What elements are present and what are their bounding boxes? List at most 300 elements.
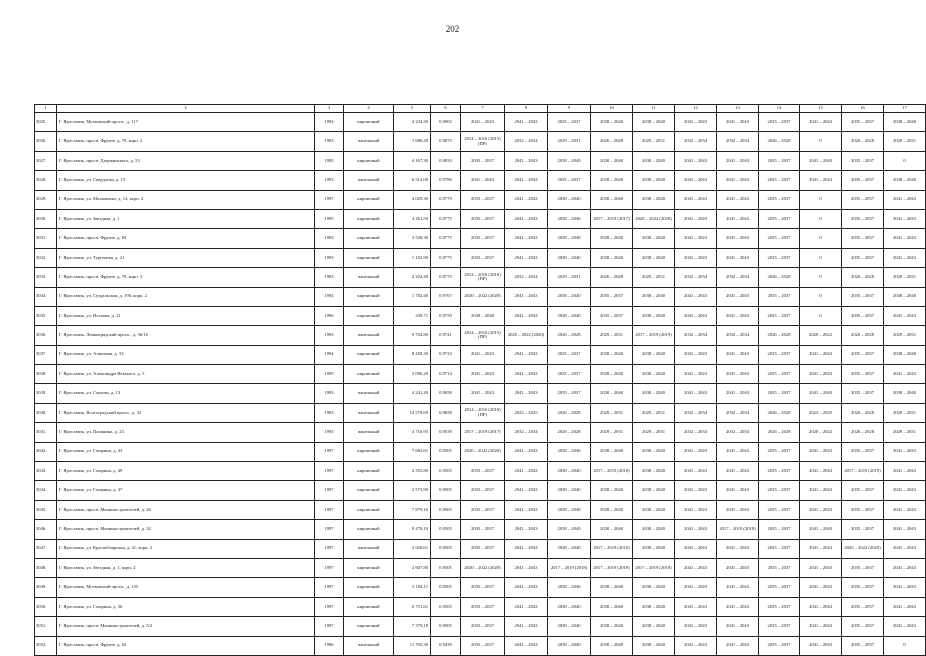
table-cell: 2038 – 2040 [548, 248, 591, 267]
table-cell: 2041 – 2043 [675, 306, 717, 325]
table-cell: 1994 [315, 345, 344, 364]
table-cell: 0 [800, 229, 842, 248]
table-cell: 2041 – 2043 [884, 539, 926, 558]
table-cell: Г. Ярославль, просп. Машиностроителей, д. 5/2 [57, 617, 315, 636]
table-cell: 2026 – 2028 [759, 132, 800, 151]
table-cell: 2041 – 2043 [675, 462, 717, 481]
table-cell: 2038 – 2040 [548, 442, 591, 461]
table-cell: 1996 [315, 636, 344, 655]
table-cell: 2017 – 2019 (2017) [591, 209, 633, 228]
table-cell: 2038 – 2040 [591, 636, 633, 655]
table-cell: 2041 – 2043 [675, 520, 717, 539]
table-cell: 2038 – 2040 [548, 481, 591, 500]
table-cell: 7 879,16 [394, 500, 431, 519]
table-cell: 2035 – 2037 [461, 636, 505, 655]
table-cell: 2035 – 2037 [759, 248, 800, 267]
table-cell: 3034. [35, 287, 57, 306]
table-cell: 2041 – 2043 [675, 365, 717, 384]
table-row [35, 209, 926, 228]
table-cell: 2035 – 2037 [461, 481, 505, 500]
table-cell: 2041 – 2043 [800, 151, 842, 170]
table-cell: 2017 – 2019 (2018) [717, 520, 759, 539]
table-cell: 2029 – 2031 [884, 268, 926, 287]
table-cell: 1993 [315, 171, 344, 190]
table-cell: 2038 – 2040 [548, 209, 591, 228]
table-cell: 0,9505 [431, 462, 461, 481]
table-cell: 2041 – 2043 [675, 209, 717, 228]
table-row [35, 384, 926, 403]
table-cell: 2038 – 2040 [633, 287, 675, 306]
table-cell: 2041 – 2043 [800, 597, 842, 616]
table-cell: кирпичный [344, 481, 394, 500]
column-number-14: 14 [759, 105, 800, 113]
table-cell: 2041 – 2043 [800, 500, 842, 519]
table-cell: 2032 – 2034 [717, 423, 759, 442]
table-cell: Г. Ярославль, ул. Саукова, д. 13 [57, 384, 315, 403]
table-cell: 2035 – 2037 [759, 462, 800, 481]
column-number-17: 17 [884, 105, 926, 113]
table-cell: 2035 – 2037 [842, 113, 884, 132]
table-cell: 2041 – 2043 [505, 209, 548, 228]
table-cell: 3035. [35, 306, 57, 325]
table-cell: 0 [800, 306, 842, 325]
table-cell: 2017 – 2019 (2017) [461, 423, 505, 442]
table-cell: 2038 – 2040 [633, 365, 675, 384]
table-cell: Г. Ярославль, ул. Гагарина, д. 36 [57, 597, 315, 616]
table-cell: 2041 – 2043 [800, 636, 842, 655]
table-cell: 2017 – 2019 (2018) [548, 558, 591, 577]
table-cell: 1997 [315, 539, 344, 558]
table-cell: 2 573,90 [394, 481, 431, 500]
table-row [35, 500, 926, 519]
table-cell: 2041 – 2043 [505, 287, 548, 306]
table-cell: 2023 – 2025 [800, 403, 842, 422]
table-cell: 0,9779 [431, 190, 461, 209]
table-cell: 3 528,30 [394, 229, 431, 248]
table-cell: 0,9505 [431, 539, 461, 558]
table-cell: 2038 – 2040 [548, 306, 591, 325]
table-cell: 1993 [315, 326, 344, 345]
table-cell: 1993 [315, 384, 344, 403]
table-cell: 2041 – 2043 [505, 306, 548, 325]
table-cell: 2041 – 2043 [505, 597, 548, 616]
table-cell: 2038 – 2040 [633, 597, 675, 616]
table-cell: 1996 [315, 306, 344, 325]
table-cell: 2035 – 2037 [759, 617, 800, 636]
table-cell: 0,9786 [431, 171, 461, 190]
table-cell: 2038 – 2040 [548, 151, 591, 170]
table-cell: 3025. [35, 113, 57, 132]
table-cell: 2026 – 2028 [842, 132, 884, 151]
table-cell: 0 [800, 209, 842, 228]
table-cell: 2041 – 2043 [461, 171, 505, 190]
table-cell: 1 782,40 [394, 287, 431, 306]
table-cell: 8 458,30 [394, 345, 431, 364]
table-cell: 3039. [35, 384, 57, 403]
table-cell: 2041 – 2043 [505, 248, 548, 267]
table-cell: 2035 – 2037 [759, 287, 800, 306]
table-cell: 2026 – 2028 [548, 423, 591, 442]
column-number-13: 13 [717, 105, 759, 113]
table-cell: 2041 – 2043 [505, 384, 548, 403]
table-cell: 2038 – 2040 [633, 229, 675, 248]
table-cell: 1997 [315, 500, 344, 519]
table-cell: 2029 – 2031 [633, 132, 675, 151]
table-cell: 2041 – 2043 [675, 442, 717, 461]
table-cell: 2035 – 2037 [759, 209, 800, 228]
table-cell: 2041 – 2043 [717, 345, 759, 364]
table-cell: 1993 [315, 229, 344, 248]
table-cell: 0 [800, 287, 842, 306]
table-cell: 2035 – 2037 [461, 248, 505, 267]
table-cell: 2026 – 2028 [591, 132, 633, 151]
table-cell: панельный [344, 268, 394, 287]
table-cell: 2041 – 2043 [717, 113, 759, 132]
table-cell: 2038 – 2040 [591, 597, 633, 616]
table-cell: панельный [344, 539, 394, 558]
table-cell: 2026 – 2028 [842, 326, 884, 345]
table-cell: 2041 – 2043 [717, 306, 759, 325]
table-cell: 2041 – 2043 [800, 462, 842, 481]
table-cell: 0,9505 [431, 520, 461, 539]
table-cell: 1997 [315, 558, 344, 577]
column-number-4: 4 [344, 105, 394, 113]
table-row [35, 365, 926, 384]
table-cell: Г. Ярославль, ул. Носкова, д. 21 [57, 306, 315, 325]
table-cell: 2017 – 2019 (2019) [842, 462, 884, 481]
table-cell: 0 [800, 132, 842, 151]
table-cell: Г. Ярославль, ул. Свердлова, д. 15 [57, 171, 315, 190]
column-number-12: 12 [675, 105, 717, 113]
table-cell: 2038 – 2040 [633, 190, 675, 209]
table-cell: 2038 – 2040 [884, 384, 926, 403]
column-number-6: 6 [431, 105, 461, 113]
table-cell: 2041 – 2043 [505, 539, 548, 558]
table-cell: 2041 – 2043 [884, 558, 926, 577]
table-cell: 2041 – 2043 [675, 597, 717, 616]
table-cell: 2041 – 2043 [717, 500, 759, 519]
table-cell: 0,9505 [431, 558, 461, 577]
table-cell: 2038 – 2040 [884, 113, 926, 132]
column-number-8: 8 [505, 105, 548, 113]
table-cell: 2029 – 2031 [548, 132, 591, 151]
table-cell: 2032 – 2034 [717, 403, 759, 422]
table-cell: 2041 – 2043 [884, 520, 926, 539]
table-cell: 4 029,30 [394, 190, 431, 209]
table-cell: 3049. [35, 578, 57, 597]
table-cell: 2035 – 2037 [548, 113, 591, 132]
table-cell: 0,9539 [431, 423, 461, 442]
table-cell: кирпичный [344, 151, 394, 170]
table-cell: 2 355,80 [394, 462, 431, 481]
table-cell: 2038 – 2040 [591, 481, 633, 500]
table-cell: 5 096,20 [394, 365, 431, 384]
table-cell: 2041 – 2043 [675, 248, 717, 267]
table-cell: 0,9505 [431, 617, 461, 636]
table-cell: кирпичный [344, 209, 394, 228]
table-cell: 1993 [315, 268, 344, 287]
table-cell: 4 241,20 [394, 384, 431, 403]
table-cell: 5 104,11 [394, 578, 431, 597]
table-cell: Г. Ярославль, просп. Фрунзе, д. 83 [57, 229, 315, 248]
table-cell: 2041 – 2043 [717, 365, 759, 384]
column-number-10: 10 [591, 105, 633, 113]
table-cell: 0,9902 [431, 113, 461, 132]
table-cell: 2035 – 2037 [461, 462, 505, 481]
table-cell: Г. Ярославль, просп. Фрунзе, д. 79, корп. 2 [57, 132, 315, 151]
table-cell: 1997 [315, 578, 344, 597]
table-cell: 2026 – 2028 [759, 403, 800, 422]
table-cell: 2035 – 2037 [461, 539, 505, 558]
table-cell: 4 716,93 [394, 423, 431, 442]
column-number-7: 7 [461, 105, 505, 113]
table-cell: 2041 – 2043 [884, 462, 926, 481]
column-number-2: 2 [57, 105, 315, 113]
table-cell: 1997 [315, 462, 344, 481]
table-cell: 2038 – 2040 [591, 345, 633, 364]
table-cell: 2035 – 2037 [842, 384, 884, 403]
table-row [35, 113, 926, 132]
table-cell: 2041 – 2043 [505, 365, 548, 384]
table-cell: 2035 – 2037 [759, 190, 800, 209]
table-cell: 2029 – 2031 [633, 268, 675, 287]
column-number-5: 5 [394, 105, 431, 113]
table-cell: 2029 – 2031 [884, 423, 926, 442]
table-cell: 2041 – 2043 [675, 539, 717, 558]
table-cell: 3051. [35, 617, 57, 636]
table-cell: 2035 – 2037 [842, 190, 884, 209]
table-cell: панельный [344, 403, 394, 422]
table-cell: 2041 – 2043 [717, 462, 759, 481]
table-cell: 2038 – 2040 [633, 636, 675, 655]
table-cell: 2035 – 2037 [842, 345, 884, 364]
table-cell: 2 607,80 [394, 558, 431, 577]
table-cell: 2038 – 2040 [633, 151, 675, 170]
table-cell: 2035 – 2037 [759, 365, 800, 384]
table-cell: 1995 [315, 365, 344, 384]
table-cell: 3044. [35, 481, 57, 500]
table-cell: 0,9733 [431, 345, 461, 364]
table-cell: 2035 – 2037 [759, 481, 800, 500]
table-cell: панельный [344, 423, 394, 442]
table-cell: 2 202,40 [394, 268, 431, 287]
table-cell: 2041 – 2043 [505, 481, 548, 500]
table-cell: Г. Ярославль, просп. Дзержинского, д. 53 [57, 151, 315, 170]
table-cell: 7 379,18 [394, 617, 431, 636]
table-cell: 2035 – 2037 [759, 636, 800, 655]
table-cell: 2041 – 2043 [717, 190, 759, 209]
table-cell: 2041 – 2043 [884, 442, 926, 461]
table-cell: кирпичный [344, 345, 394, 364]
table-cell: 2041 – 2043 [717, 636, 759, 655]
table-cell: 2041 – 2043 [800, 345, 842, 364]
table-cell: 2032 – 2034 [717, 132, 759, 151]
table-cell: 0 [800, 248, 842, 267]
table-cell: 0,9505 [431, 442, 461, 461]
table-cell: 2038 – 2040 [591, 190, 633, 209]
table-cell: 0,9505 [431, 578, 461, 597]
table-cell: 2041 – 2043 [675, 500, 717, 519]
table-cell: 2035 – 2037 [842, 171, 884, 190]
table-cell: 0 [800, 190, 842, 209]
table-cell: 2041 – 2043 [461, 113, 505, 132]
table-cell: Г. Ярославль, просп. Фрунзе, д. 63 [57, 636, 315, 655]
table-cell: кирпичный [344, 500, 394, 519]
table-cell: 2032 – 2034 [505, 423, 548, 442]
table-cell: 2035 – 2037 [461, 151, 505, 170]
table-cell: 1995 [315, 209, 344, 228]
table-cell: 2041 – 2043 [675, 384, 717, 403]
table-cell: 0,9439 [431, 636, 461, 655]
table-cell: панельный [344, 384, 394, 403]
table-cell: 2038 – 2040 [591, 578, 633, 597]
table-cell: 2038 – 2040 [548, 617, 591, 636]
table-cell: 2041 – 2043 [717, 442, 759, 461]
table-cell: 0,9775 [431, 209, 461, 228]
table-cell: 2035 – 2037 [842, 151, 884, 170]
table-cell: 2041 – 2043 [675, 151, 717, 170]
table-cell: 2041 – 2043 [717, 597, 759, 616]
table-row [35, 287, 926, 306]
table-cell: 2020 – 2022 (2020) [505, 326, 548, 345]
table-cell: 1 686,20 [394, 132, 431, 151]
table-cell: 3028. [35, 171, 57, 190]
table-cell: 2032 – 2034 [675, 268, 717, 287]
table-cell: 2038 – 2040 [633, 306, 675, 325]
table-cell: 2038 – 2040 [633, 345, 675, 364]
table-cell: Г. Ярославль, ул. Краснобоярская, д. 41, корп. 2 [57, 539, 315, 558]
table-cell: 1997 [315, 520, 344, 539]
table-row [35, 481, 926, 500]
table-cell: 3029. [35, 190, 57, 209]
table-cell: 2035 – 2037 [842, 365, 884, 384]
table-cell: 2041 – 2043 [505, 520, 548, 539]
table-cell: 2035 – 2037 [842, 442, 884, 461]
table-cell: 2038 – 2040 [591, 248, 633, 267]
table-cell: 2038 – 2040 [548, 520, 591, 539]
table-cell: 1997 [315, 481, 344, 500]
table-cell: 2041 – 2043 [675, 636, 717, 655]
table-row [35, 326, 926, 345]
table-cell: 3045. [35, 500, 57, 519]
table-cell: 2035 – 2037 [759, 345, 800, 364]
table-cell: 2014 – 2016 (2016) (ПР) [461, 403, 505, 422]
table-cell: Г. Ярославль, ул. Суздальская, д. 190, корп. 2 [57, 287, 315, 306]
table-cell: кирпичный [344, 248, 394, 267]
table-cell: 2014 – 2016 (2016) (ПР) [461, 268, 505, 287]
table-cell: 2041 – 2043 [505, 617, 548, 636]
table-cell: 2041 – 2043 [461, 384, 505, 403]
table-cell: 3041. [35, 423, 57, 442]
table-cell: 2041 – 2043 [800, 113, 842, 132]
table-cell: 2035 – 2037 [591, 287, 633, 306]
table-cell: 2029 – 2031 [884, 403, 926, 422]
table-row [35, 578, 926, 597]
table-cell: 2041 – 2043 [505, 636, 548, 655]
column-number-9: 9 [548, 105, 591, 113]
table-cell: 7 683,61 [394, 442, 431, 461]
table-cell: 2041 – 2043 [505, 442, 548, 461]
table-cell: 2041 – 2043 [884, 190, 926, 209]
table-cell: Г. Ярославль, ул. Звездная, д. 1, корп. 2 [57, 558, 315, 577]
table-cell: 2041 – 2043 [461, 365, 505, 384]
table-cell: 2035 – 2037 [461, 209, 505, 228]
table-cell: 2020 – 2022 (2020) [461, 558, 505, 577]
table-cell: 2029 – 2031 [591, 326, 633, 345]
table-cell: Г. Ярославль, просп. Машиностроителей, д. 26 [57, 500, 315, 519]
table-cell: 2041 – 2043 [675, 345, 717, 364]
table-cell: 2038 – 2040 [591, 617, 633, 636]
table-cell: 1994 [315, 287, 344, 306]
table-cell: 2029 – 2031 [548, 268, 591, 287]
table-cell: 3042. [35, 442, 57, 461]
table-cell: 2035 – 2037 [842, 500, 884, 519]
table-cell: 2032 – 2034 [675, 326, 717, 345]
table-cell: 2041 – 2043 [800, 481, 842, 500]
table-cell: 2038 – 2040 [591, 384, 633, 403]
table-row [35, 306, 926, 325]
table-cell: 2029 – 2031 [884, 132, 926, 151]
table-cell: 2032 – 2034 [505, 132, 548, 151]
table-cell: 2038 – 2040 [548, 500, 591, 519]
table-cell: 14 578,69 [394, 403, 431, 422]
table-cell: 3033. [35, 268, 57, 287]
table-cell: 2020 – 2022 [800, 326, 842, 345]
table-cell: 2035 – 2037 [759, 520, 800, 539]
table-cell: 2038 – 2040 [591, 229, 633, 248]
table-cell: Г. Ярославль, ул. Тургенева, д. 21 [57, 248, 315, 267]
table-cell: Г. Ярославль, просп. Фрунзе, д. 79, корп. 3 [57, 268, 315, 287]
table-cell: 2035 – 2037 [759, 171, 800, 190]
table-cell: 2041 – 2043 [717, 151, 759, 170]
table-cell: 0,9759 [431, 306, 461, 325]
table-cell: 2035 – 2037 [842, 617, 884, 636]
table-cell: Г. Ярославль, ул. Звездная, д. 1 [57, 209, 315, 228]
table-cell: 2035 – 2037 [842, 306, 884, 325]
table-cell: кирпичный [344, 442, 394, 461]
table-cell: 1993 [315, 132, 344, 151]
table-cell: кирпичный [344, 113, 394, 132]
table-cell: 2038 – 2040 [548, 578, 591, 597]
table-cell: 2035 – 2037 [842, 481, 884, 500]
table-cell: панельный [344, 636, 394, 655]
table-cell: 1997 [315, 597, 344, 616]
table-cell: 2020 – 2022 (2020) [461, 442, 505, 461]
table-cell: 2026 – 2028 [842, 423, 884, 442]
table-cell: 2041 – 2043 [800, 539, 842, 558]
table-cell: 2026 – 2028 [591, 268, 633, 287]
table-row [35, 597, 926, 616]
table-cell: 2038 – 2040 [548, 462, 591, 481]
table-cell: 2035 – 2037 [548, 365, 591, 384]
table-row [35, 617, 926, 636]
table-cell: 2038 – 2040 [884, 171, 926, 190]
table-cell: 2041 – 2043 [800, 520, 842, 539]
table-cell: 1993 [315, 248, 344, 267]
table-cell: 0,9775 [431, 248, 461, 267]
table-cell: кирпичный [344, 190, 394, 209]
table-cell: 2038 – 2040 [591, 520, 633, 539]
table-cell: 3050. [35, 597, 57, 616]
table-cell: 0,9833 [431, 151, 461, 170]
table-cell: 2038 – 2040 [591, 500, 633, 519]
table-cell: 3036. [35, 326, 57, 345]
table-cell: 2035 – 2037 [461, 500, 505, 519]
table-cell: 1993 [315, 423, 344, 442]
column-number-row [35, 105, 926, 113]
table-cell: 1992 [315, 113, 344, 132]
table-cell: 3030. [35, 209, 57, 228]
